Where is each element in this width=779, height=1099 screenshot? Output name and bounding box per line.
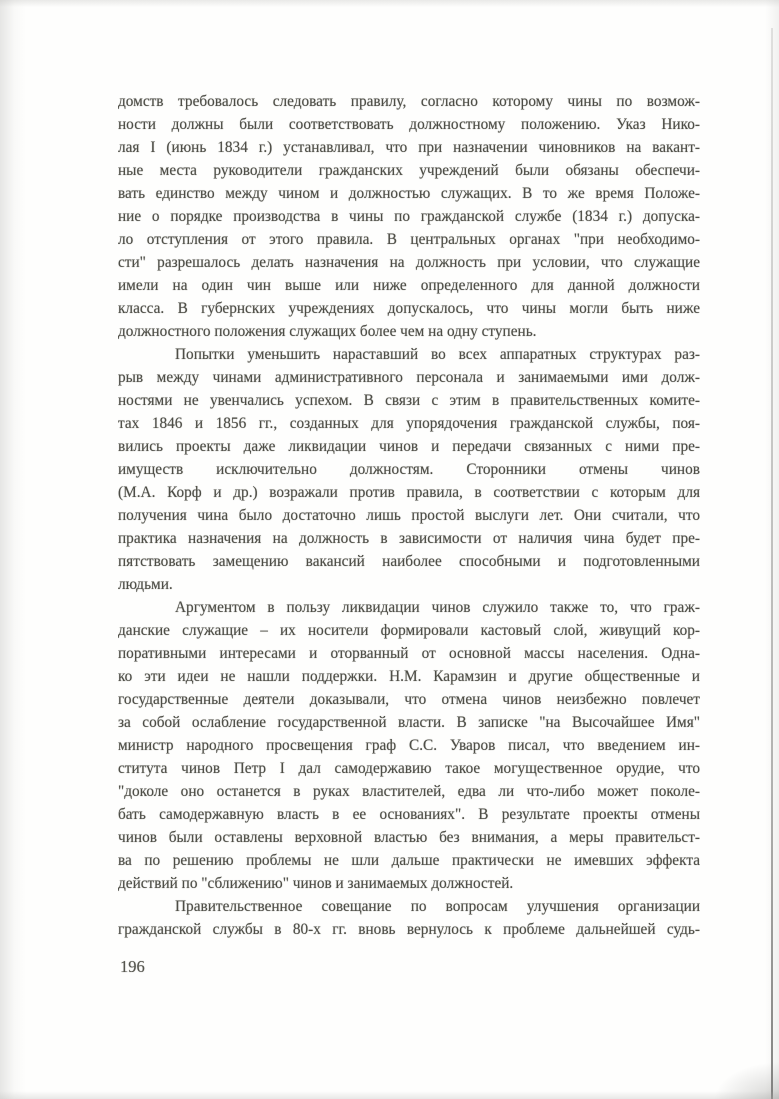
text-line: Правительственное совещание по вопросам улучшения организации (175, 898, 700, 915)
text-line: должностного положения служащих более чем на одну ступень. (118, 323, 537, 340)
scan-shadow-top (0, 0, 779, 7)
text-block (118, 90, 700, 941)
scan-corner-shadow (709, 1059, 779, 1099)
text-line: ло отступления от этого правила. В центральных органах "при необходимо- (118, 231, 700, 248)
text-line: вились проекты даже ликвидации чинов и передачи связанных с ними пре- (118, 438, 700, 455)
text-line: ние о порядке производства в чины по гражданской службе (1834 г.) допуска- (118, 208, 700, 225)
text-line: "доколе оно останется в руках властителей, едва ли что-либо может поколе- (118, 783, 700, 800)
text-line: класса. В губернских учреждениях допускалось, что чины могли быть ниже (118, 300, 700, 317)
paragraph (118, 895, 700, 941)
paragraph (118, 90, 700, 343)
text-line: за собой ослабление государственной власти. В записке "на Высочайшее Имя" (118, 714, 700, 731)
text-line: получения чина было достаточно лишь простой выслуги лет. Они считали, что (118, 507, 700, 524)
paragraph (118, 343, 700, 596)
paragraph (118, 596, 700, 895)
text-line: действий по "сближению" чинов и занимаемых должностей. (118, 875, 514, 892)
text-line: рыв между чинами административного персонала и занимаемыми ими долж- (118, 369, 700, 386)
text-line: чинов были оставлены верховной властью без внимания, а меры правительст- (118, 829, 700, 846)
text-line: ные места руководители гражданских учреждений были обязаны обеспечи- (118, 162, 700, 179)
text-line: ко эти идеи не нашли поддержки. Н.М. Карамзин и другие общественные и (118, 668, 700, 685)
text-line: данские служащие – их носители формировали кастовый слой, живущий кор- (118, 622, 700, 639)
text-line: домств требовалось следовать правилу, согласно которому чины по возмож- (118, 93, 700, 110)
text-line: гражданской службы в 80-х гг. вновь вернулось к проблеме дальнейшей судь- (118, 921, 700, 938)
text-line: бать самодержавную власть в ее основаниях". В результате проекты отмены (118, 806, 700, 823)
text-line: тах 1846 и 1856 гг., созданных для упорядочения гражданской службы, поя- (118, 415, 700, 432)
text-line: министр народного просвещения граф С.С. Уваров писал, что введением ин- (118, 737, 700, 754)
text-line: имели на один чин выше или ниже определенного для данной должности (118, 277, 700, 294)
text-line: лая I (июнь 1834 г.) устанавливал, что при назначении чиновников на вакант- (118, 139, 700, 156)
text-line: людьми. (118, 576, 173, 593)
text-line: практика назначения на должность в зависимости от наличия чина будет пре- (118, 530, 700, 547)
text-line: Попытки уменьшить нараставший во всех аппаратных структурах раз- (175, 346, 700, 363)
scan-shadow-right (765, 0, 779, 1099)
text-line: государственные деятели доказывали, что отмена чинов неизбежно повлечет (118, 691, 700, 708)
scan-edge-line (771, 28, 773, 1099)
text-line: сти" разрешалось делать назначения на должность при условии, что служащие (118, 254, 700, 271)
text-line: поративными интересами и оторванный от основной массы населения. Одна- (118, 645, 700, 662)
text-line: пятствовать замещению вакансий наиболее способными и подготовленными (118, 553, 700, 570)
scan-shadow-left (0, 0, 26, 1099)
text-line: (М.А. Корф и др.) возражали против правила, в соответствии с которым для (118, 484, 700, 501)
text-line: ва по решению проблемы не шли дальше практически не имевших эффекта (118, 852, 700, 869)
text-line: ститута чинов Петр I дал самодержавию такое могущественное орудие, что (118, 760, 700, 777)
page-number: 196 (120, 957, 145, 976)
text-line: Аргументом в пользу ликвидации чинов служило также то, что граж- (175, 599, 700, 616)
text-line: имуществ исключительно должностям. Сторонники отмены чинов (118, 461, 700, 478)
scan-shadow-bottom (0, 1091, 779, 1099)
text-line: вать единство между чином и должностью служащих. В то же время Положе- (118, 185, 700, 202)
text-line: ности должны были соответствовать должностному положению. Указ Нико- (118, 116, 700, 133)
text-line: ностями не увенчались успехом. В связи с этим в правительственных комите- (118, 392, 700, 409)
